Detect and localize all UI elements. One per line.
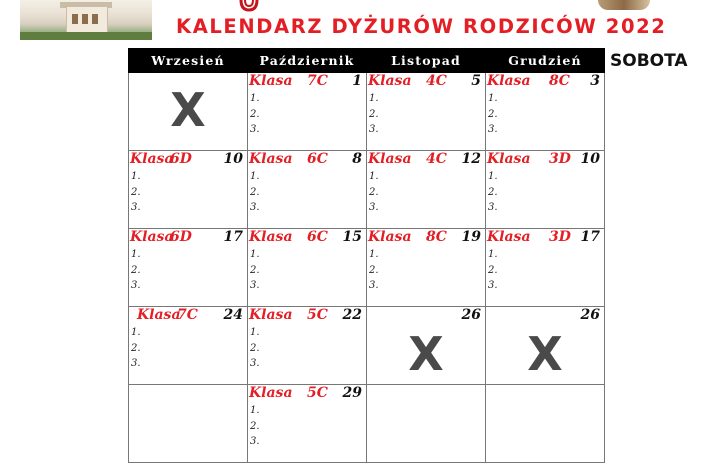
slot-number: 2.: [369, 108, 379, 120]
slot-number: 1.: [369, 171, 379, 182]
day-number: 1: [352, 73, 362, 89]
church-photo: [20, 0, 152, 40]
class-word: Klasa: [249, 229, 293, 245]
day-cell: [248, 151, 367, 229]
day-cell: [248, 229, 367, 307]
slot-number: 2.: [369, 264, 379, 276]
class-word: Klasa: [368, 73, 412, 89]
slot-number: 3.: [250, 436, 260, 447]
no-duty-mark: X: [527, 327, 563, 381]
parent-slots: [369, 247, 379, 294]
week-row: [129, 385, 605, 463]
parent-slots: [250, 403, 260, 450]
class-code: 6C: [307, 229, 328, 245]
class-code: 3D: [549, 151, 571, 167]
school-logo-icon: [238, 0, 260, 12]
slot-number: 2.: [131, 264, 141, 276]
parent-slots: [131, 169, 141, 216]
parent-slots: [369, 169, 379, 216]
parent-slots: [488, 247, 498, 294]
day-number: 26: [461, 307, 481, 323]
slot-number: 3.: [131, 202, 141, 213]
class-word: Klasa: [249, 73, 293, 89]
day-cell: [248, 73, 367, 151]
class-word: Klasa: [368, 151, 412, 167]
parent-slots: [250, 247, 260, 294]
class-code: 7C: [177, 307, 198, 323]
class-label: [249, 385, 328, 401]
day-cell: [367, 307, 486, 385]
day-cell: [367, 73, 486, 151]
day-cell: [486, 73, 605, 151]
parent-slots: [250, 169, 260, 216]
parent-slots: [488, 169, 498, 216]
class-code: 3D: [549, 229, 571, 245]
class-code: 4C: [426, 73, 447, 89]
slot-number: 3.: [369, 124, 379, 135]
slot-number: 3.: [369, 202, 379, 213]
day-cell: [367, 151, 486, 229]
day-cell: [486, 151, 605, 229]
slot-number: 3.: [250, 358, 260, 369]
slot-number: 1.: [131, 249, 141, 260]
day-cell: [486, 385, 605, 463]
slot-number: 1.: [488, 93, 498, 104]
class-label: [130, 229, 192, 245]
slot-number: 1.: [250, 405, 260, 416]
class-label: [249, 73, 328, 89]
slot-number: 2.: [488, 264, 498, 276]
class-label: [487, 151, 571, 167]
day-cell: [129, 385, 248, 463]
parent-slots: [488, 91, 498, 138]
month-header: Grudzień: [486, 49, 605, 73]
slot-number: 1.: [250, 327, 260, 338]
slot-number: 3.: [250, 280, 260, 291]
slot-number: 2.: [369, 186, 379, 198]
month-header: Październik: [248, 49, 367, 73]
day-cell: [129, 151, 248, 229]
class-label: [137, 307, 198, 323]
day-label: SOBOTA: [610, 51, 688, 71]
day-number: 10: [223, 151, 243, 167]
parent-slots: [131, 325, 141, 372]
day-number: 8: [352, 151, 362, 167]
duty-calendar-table: [128, 48, 605, 463]
parent-slots: [250, 325, 260, 372]
page-title: KALENDARZ DYŻURÓW RODZICÓW 2022: [176, 15, 667, 38]
week-row: [129, 229, 605, 307]
slot-number: 1.: [250, 249, 260, 260]
slot-number: 1.: [131, 171, 141, 182]
parent-slots: [131, 247, 141, 294]
slot-number: 3.: [131, 358, 141, 369]
class-word: Klasa: [487, 151, 531, 167]
slot-number: 2.: [250, 186, 260, 198]
class-code: 5C: [307, 385, 328, 401]
day-number: 12: [461, 151, 481, 167]
week-row: [129, 307, 605, 385]
day-number: 19: [461, 229, 481, 245]
parent-slots: [369, 91, 379, 138]
day-number: 5: [471, 73, 481, 89]
month-header: Listopad: [367, 49, 486, 73]
class-word: Klasa: [249, 307, 293, 323]
class-word: Klasa: [249, 385, 293, 401]
slot-number: 3.: [250, 202, 260, 213]
class-label: [368, 229, 447, 245]
day-cell: [248, 307, 367, 385]
week-row: [129, 73, 605, 151]
class-word: Klasa: [130, 229, 174, 245]
class-label: [368, 151, 447, 167]
day-number: 29: [342, 385, 362, 401]
day-number: 22: [342, 307, 362, 323]
day-cell: [367, 229, 486, 307]
slot-number: 1.: [369, 249, 379, 260]
day-number: 17: [580, 229, 600, 245]
class-label: [249, 229, 328, 245]
slot-number: 3.: [488, 124, 498, 135]
month-header: Wrzesień: [129, 49, 248, 73]
slot-number: 3.: [369, 280, 379, 291]
class-code: 6D: [170, 151, 192, 167]
day-number: 15: [342, 229, 362, 245]
day-cell: [129, 229, 248, 307]
class-code: 6D: [170, 229, 192, 245]
class-word: Klasa: [137, 307, 181, 323]
slot-number: 3.: [131, 280, 141, 291]
class-code: 4C: [426, 151, 447, 167]
slot-number: 2.: [250, 108, 260, 120]
day-cell: [129, 73, 248, 151]
day-cell: [486, 307, 605, 385]
slot-number: 1.: [488, 249, 498, 260]
slot-number: 3.: [488, 280, 498, 291]
slot-number: 3.: [250, 124, 260, 135]
class-word: Klasa: [368, 229, 412, 245]
day-number: 3: [590, 73, 600, 89]
slot-number: 1.: [250, 171, 260, 182]
slot-number: 2.: [131, 186, 141, 198]
class-word: Klasa: [249, 151, 293, 167]
class-label: [487, 229, 571, 245]
class-word: Klasa: [130, 151, 174, 167]
day-cell: [367, 385, 486, 463]
slot-number: 2.: [488, 108, 498, 120]
class-label: [487, 73, 570, 89]
day-cell: [129, 307, 248, 385]
slot-number: 1.: [488, 171, 498, 182]
slot-number: 1.: [250, 93, 260, 104]
day-number: 17: [223, 229, 243, 245]
day-cell: [486, 229, 605, 307]
slot-number: 1.: [369, 93, 379, 104]
slot-number: 2.: [250, 264, 260, 276]
day-number: 24: [223, 307, 243, 323]
slot-number: 2.: [131, 342, 141, 354]
class-code: 8C: [549, 73, 570, 89]
class-word: Klasa: [487, 73, 531, 89]
day-number: 26: [580, 307, 600, 323]
class-code: 8C: [426, 229, 447, 245]
parent-slots: [250, 91, 260, 138]
no-duty-mark: X: [170, 83, 206, 137]
class-label: [249, 307, 328, 323]
week-row: [129, 151, 605, 229]
portrait-photo: [598, 0, 650, 10]
day-cell: [248, 385, 367, 463]
no-duty-mark: X: [408, 327, 444, 381]
class-code: 7C: [307, 73, 328, 89]
class-label: [368, 73, 447, 89]
class-word: Klasa: [487, 229, 531, 245]
class-label: [249, 151, 328, 167]
day-number: 10: [580, 151, 600, 167]
class-code: 6C: [307, 151, 328, 167]
slot-number: 3.: [488, 202, 498, 213]
slot-number: 2.: [488, 186, 498, 198]
class-label: [130, 151, 192, 167]
slot-number: 2.: [250, 342, 260, 354]
slot-number: 2.: [250, 420, 260, 432]
slot-number: 1.: [131, 327, 141, 338]
class-code: 5C: [307, 307, 328, 323]
